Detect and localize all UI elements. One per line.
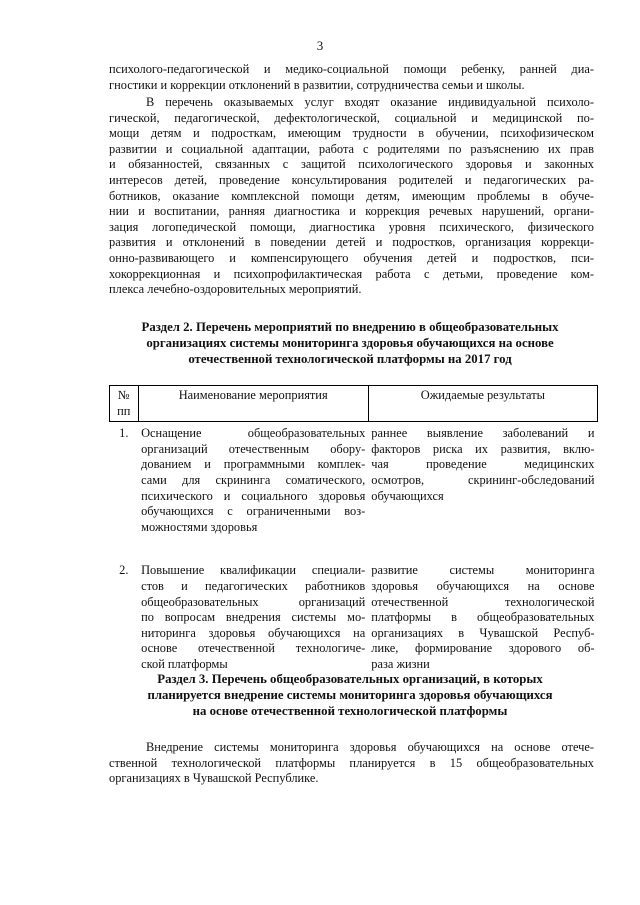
paragraph-line: развитии и социальной адаптации, работа с родителями по разъяснению их прав (109, 141, 594, 156)
heading-line: планируется внедрение системы мониторинга здоровья обучающихся (147, 687, 553, 702)
event-name-cell: Оснащение общеобразовательных организаций отечественным обору- дованием и программными комплек- сами для скрининга соматического, психического и социального здоровья обучающихся с ограниченными воз- можностями здоровья (141, 426, 366, 534)
heading-line: организациях системы мониторинга здоровья обучающихся на основе (146, 335, 554, 350)
intro-paragraph (109, 62, 594, 93)
paragraph-line: плекса лечебно-оздоровительных мероприятий. (109, 282, 362, 297)
expected-result-cell: раннее выявление заболеваний и факторов риска их развития, вклю- чая проведение медицинских осмотров, скрининг-обследований обучающихся (371, 426, 595, 503)
paragraph-line: организациях в Чувашской Республике. (109, 771, 319, 786)
table-header-row (110, 386, 598, 422)
row-number: 1. (119, 426, 129, 441)
event-name-cell: Повышение квалификации специали- стов и педагогических работников общеобразовательных организаций по вопросам внедрения системы мо- ниторинга здоровья обучающихся на основе отечественной технологиче- ской платформы (141, 563, 366, 671)
paragraph-line: и обязанностей, связанных с защитой психологического здоровья и законных (109, 157, 594, 172)
paragraph-line: нии и воспитании, ранняя диагностика и коррекция речевых нарушений, органи- (109, 204, 594, 219)
paragraph-line: мощи детям и подросткам, имеющим трудности в обучении, психофизическом (109, 126, 594, 141)
paragraph-line: Внедрение системы мониторинга здоровья обучающихся на основе отече- (146, 740, 594, 754)
paragraph-line: зация логопедической помощи, диагностика уровня психического, физического (109, 219, 594, 234)
services-paragraph (109, 95, 594, 298)
paragraph-line: ботников, оказание комплексной помощи детям, имеющим проблемы в обуче- (109, 188, 594, 203)
page-number: 3 (316, 38, 324, 53)
events-table (109, 385, 598, 673)
paragraph-line: хокоррекционная и психопрофилактическая работа с детьми, проведение ком- (109, 266, 594, 281)
section-3-paragraph (109, 740, 594, 787)
paragraph-line: развития и отклонений в поведении детей и подростков, организация коррекци- (109, 235, 594, 250)
expected-result-cell: развитие системы мониторинга здоровья обучающихся на основе отечественной технологической платформы в общеобразовательных организациях в Чувашской Респуб- лике, формирование здорового об- раза жизни (371, 563, 595, 671)
paragraph-line: гностики и коррекции отклонений в развитии, сотрудничества семьи и школы. (109, 77, 525, 92)
header-name: Наименование мероприятия (138, 386, 368, 422)
table-row (110, 422, 598, 536)
heading-line: отечественной технологической платформы на 2017 год (188, 351, 512, 366)
heading-line: Раздел 3. Перечень общеобразовательных организаций, в которых (157, 672, 543, 686)
table-row (110, 559, 598, 672)
paragraph-line: онно-развивающего и компенсирующего обучения детей и подростков, пси- (109, 250, 594, 265)
section-3-title (100, 672, 600, 719)
heading-line: Раздел 2. Перечень мероприятий по внедрению в общеобразовательных (141, 320, 559, 334)
header-num: № пп (110, 386, 139, 422)
paragraph-line: В перечень оказываемых услуг входят оказание индивидуальной психоло- (146, 95, 594, 109)
paragraph-line: интересов детей, проведение консультирования родителей и педагогических ра- (109, 172, 594, 187)
table-row-spacer (110, 535, 598, 559)
paragraph-line: гической, педагогической, дефектологической, социальной и медицинской по- (109, 110, 594, 125)
section-2-title (100, 320, 600, 367)
header-results: Ожидаемые результаты (368, 386, 597, 422)
paragraph-line: ственной технологической платформы планируется в 15 общеобразовательных (109, 755, 594, 770)
paragraph-line: психолого-педагогической и медико-социальной помощи ребенку, ранней диа- (109, 62, 594, 76)
row-number: 2. (119, 563, 129, 578)
heading-line: на основе отечественной технологической платформы (192, 703, 508, 718)
